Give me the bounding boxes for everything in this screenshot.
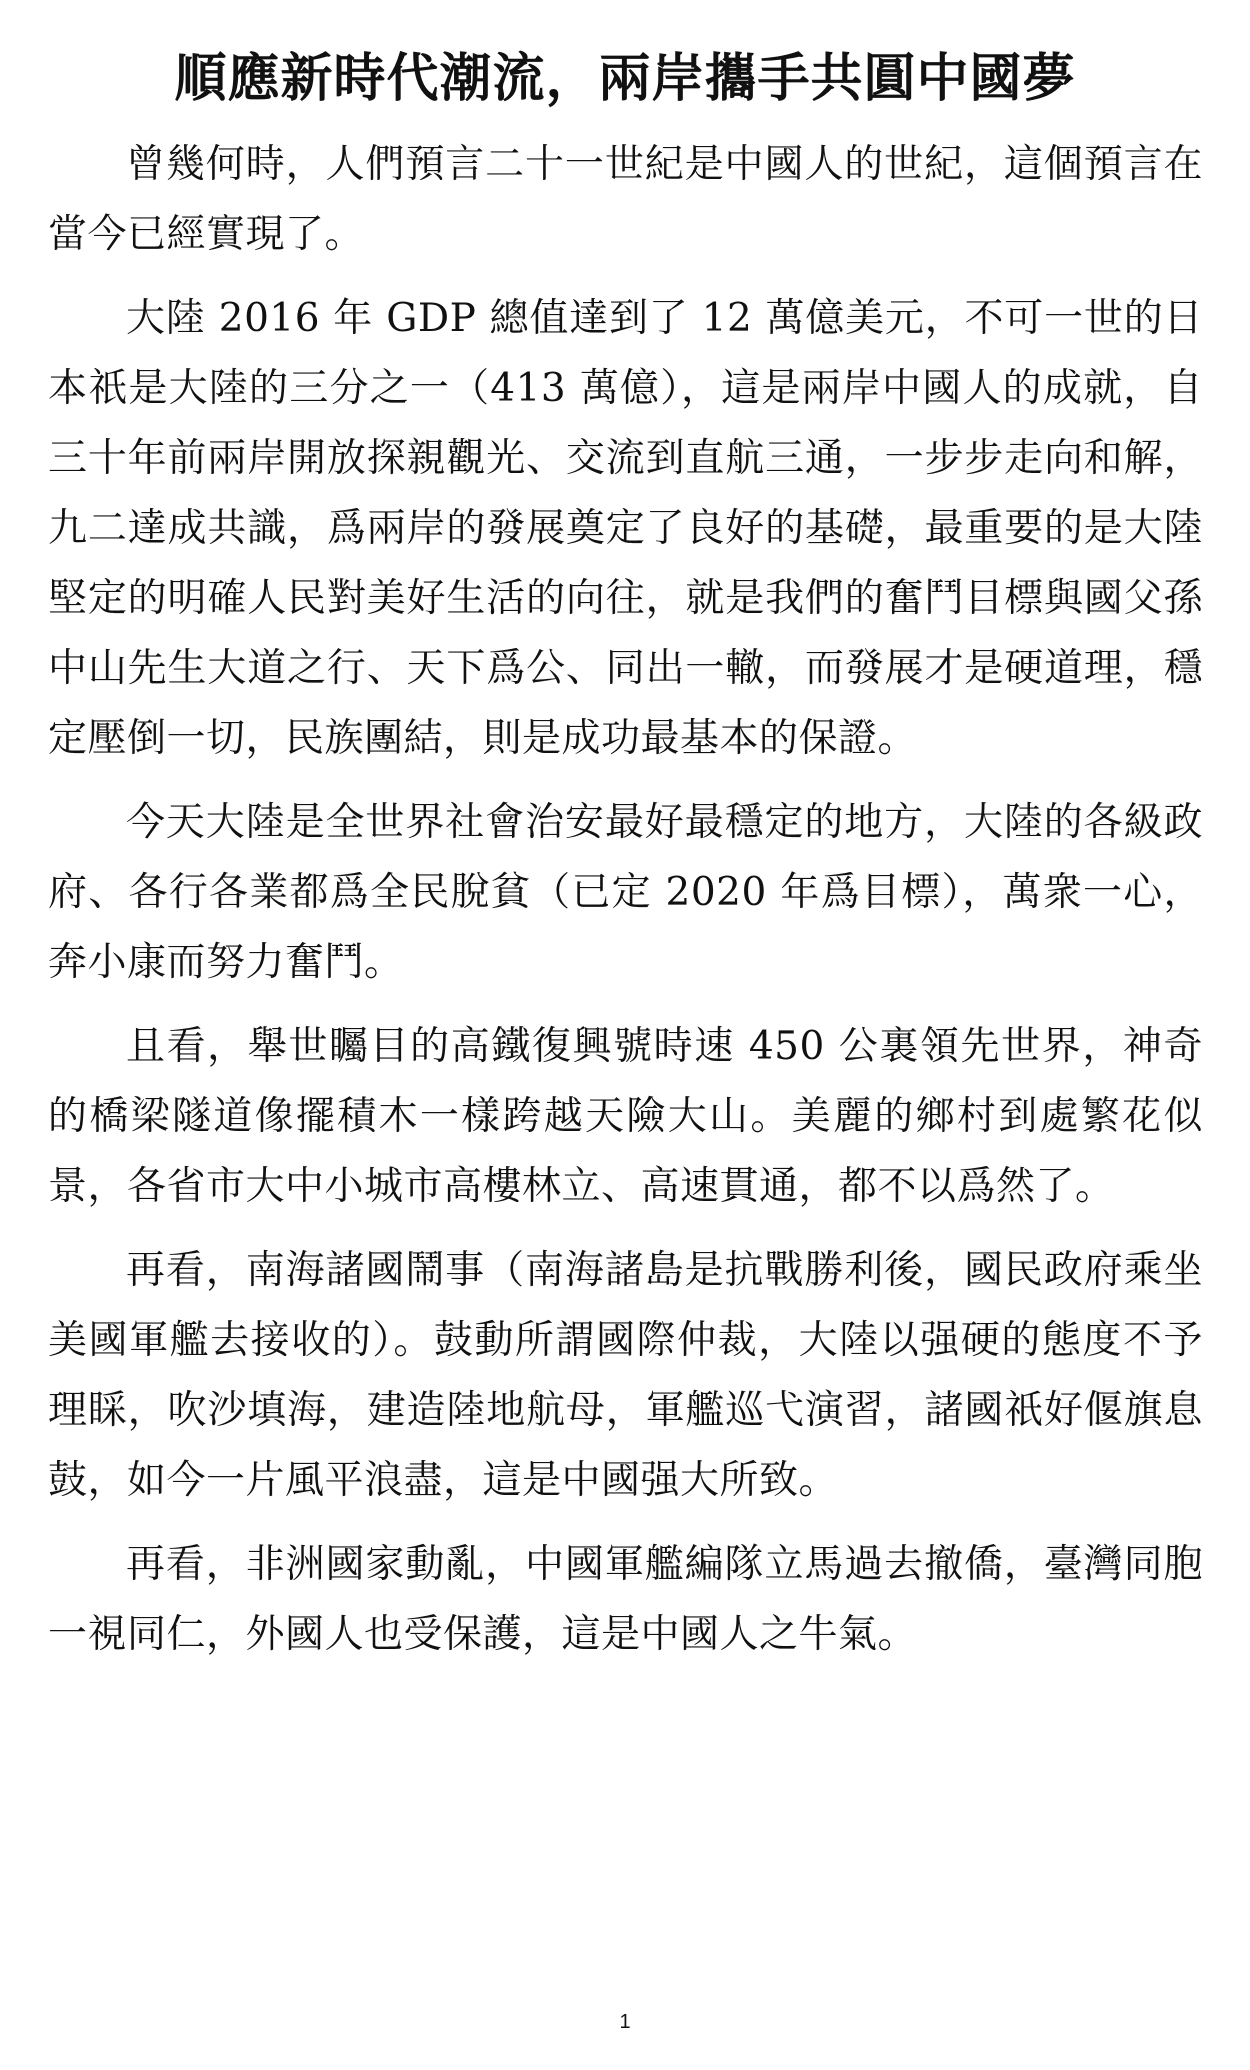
paragraph-5: 再看，南海諸國鬧事（南海諸島是抗戰勝利後，國民政府乘坐美國軍艦去接收的）。鼓動所謂國際仲裁，大陸以强硬的態度不予理睬，吹沙填海，建造陸地航母，軍艦巡弋演習，諸國祇好偃旗息鼓，如今一片風平浪盡，這是中國强大所致。 [48, 1248, 1203, 1503]
paragraph-2: 大陸 2016 年 GDP 總值達到了 12 萬億美元，不可一世的日本祇是大陸的三分之一（413 萬億），這是兩岸中國人的成就，自三十年前兩岸開放探親觀光、交流到直航三通，一步步走向和解，九二達成共識，爲兩岸的發展奠定了良好的基礎，最重要的是大陸堅定的明確人民對美好生活的向往，就是我們的奮鬥目標與國父孫中山先生大道之行、天下爲公、同出一轍，而發展才是硬道理，穩定壓倒一切，民族團結，則是成功最基本的保證。 [48, 296, 1203, 761]
paragraph-3: 今天大陸是全世界社會治安最好最穩定的地方，大陸的各級政府、各行各業都爲全民脫貧（已定 2020 年爲目標），萬衆一心，奔小康而努力奮鬥。 [48, 800, 1203, 985]
document-body [48, 130, 1203, 1684]
paragraph-4: 且看，舉世矚目的高鐵復興號時速 450 公裏領先世界，神奇的橋梁隧道像擺積木一樣跨越天險大山。美麗的鄉村到處繁花似景，各省市大中小城市高樓林立、高速貫通，都不以爲然了。 [48, 1024, 1203, 1209]
paragraph-6: 再看，非洲國家動亂，中國軍艦編隊立馬過去撤僑，臺灣同胞一視同仁，外國人也受保護，這是中國人之牛氣。 [48, 1542, 1203, 1657]
paragraph-1: 曾幾何時，人們預言二十一世紀是中國人的世紀，這個預言在當今已經實現了。 [48, 142, 1203, 257]
page-number: 1 [619, 2011, 631, 2033]
document-title: 順應新時代潮流，兩岸攜手共圓中國夢 [174, 49, 1076, 109]
